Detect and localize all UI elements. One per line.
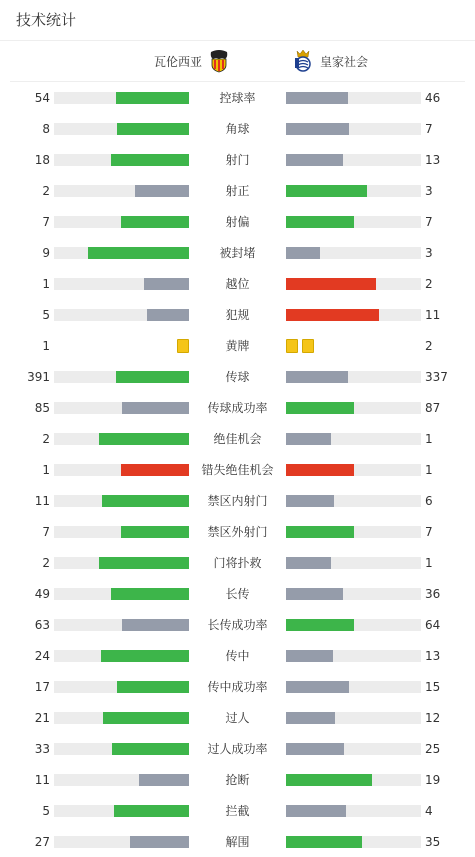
stat-label: 过人成功率 — [207, 742, 268, 756]
home-stat-value: 17 — [34, 680, 50, 694]
stat-label: 射偏 — [225, 215, 250, 229]
home-stat-value: 9 — [42, 246, 50, 260]
away-stat-bar-track — [286, 402, 421, 414]
home-stat-bar — [111, 154, 189, 166]
home-stat-value: 5 — [42, 308, 50, 322]
away-stat-bar — [286, 371, 348, 383]
away-stat-bar — [286, 247, 320, 259]
home-stat-bar-track — [54, 774, 189, 786]
stat-row — [0, 460, 475, 480]
stat-row — [0, 305, 475, 325]
away-stat-value: 1 — [425, 432, 433, 446]
stat-label: 角球 — [225, 122, 250, 136]
stat-row — [0, 677, 475, 697]
home-stat-bar — [147, 309, 189, 321]
away-stat-value: 7 — [425, 122, 433, 136]
away-stat-value: 25 — [425, 742, 441, 756]
home-stat-bar-track — [54, 402, 189, 414]
away-stat-bar-track — [286, 588, 421, 600]
away-stat-bar — [286, 619, 354, 631]
away-stat-bar — [286, 805, 346, 817]
away-stat-value: 15 — [425, 680, 441, 694]
away-stat-value: 11 — [425, 308, 441, 322]
home-stat-bar — [114, 805, 189, 817]
home-yellow-cards — [177, 339, 189, 353]
home-stat-value: 391 — [27, 370, 50, 384]
away-stat-bar-track — [286, 154, 421, 166]
yellow-card-icon — [286, 339, 298, 353]
home-stat-value: 2 — [42, 556, 50, 570]
home-stat-value: 11 — [34, 494, 50, 508]
away-stat-bar-track — [286, 619, 421, 631]
stat-label: 越位 — [225, 277, 250, 291]
home-stat-bar — [121, 526, 189, 538]
stat-label: 传球 — [225, 370, 250, 384]
home-stat-value: 24 — [34, 649, 50, 663]
stat-row — [0, 491, 475, 511]
away-stat-value: 13 — [425, 649, 441, 663]
home-stat-bar-track — [54, 557, 189, 569]
away-stat-bar-track — [286, 123, 421, 135]
away-stat-value: 3 — [425, 246, 433, 260]
away-stat-bar — [286, 92, 348, 104]
away-stat-bar-track — [286, 774, 421, 786]
home-stat-value: 8 — [42, 122, 50, 136]
away-stat-bar-track — [286, 836, 421, 848]
away-stat-bar — [286, 557, 331, 569]
away-stat-bar — [286, 712, 335, 724]
home-stat-bar-track — [54, 309, 189, 321]
home-stat-bar — [130, 836, 189, 848]
away-stat-value: 35 — [425, 835, 441, 849]
stat-row — [0, 553, 475, 573]
home-stat-bar — [139, 774, 189, 786]
home-stat-bar-track — [54, 433, 189, 445]
away-stat-bar — [286, 774, 372, 786]
home-stat-bar — [103, 712, 189, 724]
stat-label: 解围 — [225, 835, 250, 849]
home-stat-value: 1 — [42, 277, 50, 291]
stat-row — [0, 646, 475, 666]
home-stat-bar-track — [54, 123, 189, 135]
away-stat-bar-track — [286, 557, 421, 569]
stat-row — [0, 336, 475, 356]
stat-label: 绝佳机会 — [213, 432, 262, 446]
stat-label: 射门 — [225, 153, 250, 167]
home-stat-value: 2 — [42, 432, 50, 446]
away-stat-bar — [286, 836, 362, 848]
stat-row — [0, 708, 475, 728]
stat-label: 黄牌 — [225, 339, 250, 353]
home-stat-value: 1 — [42, 339, 50, 353]
home-stat-bar-track — [54, 836, 189, 848]
home-stat-bar — [121, 464, 189, 476]
away-stat-bar — [286, 588, 343, 600]
stat-label: 传球成功率 — [207, 401, 268, 415]
stat-row — [0, 119, 475, 139]
away-stat-value: 12 — [425, 711, 441, 725]
away-stat-bar — [286, 433, 331, 445]
stat-label: 抢断 — [225, 773, 250, 787]
stat-row — [0, 150, 475, 170]
stat-row — [0, 739, 475, 759]
home-stat-value: 18 — [34, 153, 50, 167]
away-stat-value: 2 — [425, 339, 433, 353]
away-stat-bar-track — [286, 464, 421, 476]
away-stat-value: 6 — [425, 494, 433, 508]
away-stat-value: 337 — [425, 370, 448, 384]
home-stat-bar — [117, 123, 189, 135]
away-stat-bar-track — [286, 433, 421, 445]
stat-label: 长传 — [225, 587, 250, 601]
stat-label: 犯规 — [225, 308, 250, 322]
stat-label: 控球率 — [219, 91, 256, 105]
home-stat-bar — [99, 557, 189, 569]
home-stat-value: 63 — [34, 618, 50, 632]
stat-row — [0, 243, 475, 263]
home-stat-bar-track — [54, 805, 189, 817]
away-team-name: 皇家社会 — [320, 54, 369, 69]
away-stat-bar-track — [286, 712, 421, 724]
home-stat-value: 11 — [34, 773, 50, 787]
away-stat-bar — [286, 650, 333, 662]
stat-row — [0, 88, 475, 108]
home-stat-bar — [144, 278, 189, 290]
away-stat-bar — [286, 464, 354, 476]
stat-row — [0, 832, 475, 852]
away-yellow-cards — [286, 339, 314, 353]
home-stat-bar — [111, 588, 189, 600]
home-stat-bar — [101, 650, 189, 662]
away-stat-value: 2 — [425, 277, 433, 291]
away-stat-bar — [286, 402, 354, 414]
home-stat-bar-track — [54, 681, 189, 693]
away-team[interactable] — [292, 49, 368, 73]
yellow-card-icon — [177, 339, 189, 353]
yellow-card-icon — [302, 339, 314, 353]
away-stat-bar — [286, 123, 349, 135]
stat-label: 拦截 — [225, 804, 250, 818]
home-stat-value: 7 — [42, 525, 50, 539]
away-stat-bar — [286, 278, 376, 290]
stat-row — [0, 398, 475, 418]
home-stat-bar — [112, 743, 189, 755]
home-stat-bar-track — [54, 743, 189, 755]
away-stat-value: 3 — [425, 184, 433, 198]
home-stat-value: 21 — [34, 711, 50, 725]
home-stat-bar — [117, 681, 189, 693]
home-stat-bar-track — [54, 712, 189, 724]
away-stat-bar — [286, 743, 344, 755]
away-stat-value: 7 — [425, 525, 433, 539]
home-stat-bar — [122, 402, 189, 414]
home-stat-bar — [135, 185, 189, 197]
valencia-bat-crest-icon — [208, 49, 230, 73]
home-stat-bar-track — [54, 371, 189, 383]
home-stat-bar-track — [54, 464, 189, 476]
home-stat-bar-track — [54, 185, 189, 197]
home-stat-bar — [88, 247, 189, 259]
away-stat-bar — [286, 526, 354, 538]
stat-row — [0, 181, 475, 201]
home-stat-bar — [121, 216, 189, 228]
stat-label: 过人 — [225, 711, 250, 725]
away-stat-bar-track — [286, 247, 421, 259]
stat-row — [0, 274, 475, 294]
home-stat-bar-track — [54, 588, 189, 600]
home-stat-value: 54 — [34, 91, 50, 105]
home-stat-bar-track — [54, 650, 189, 662]
home-stat-bar-track — [54, 619, 189, 631]
stat-label: 传中成功率 — [207, 680, 268, 694]
stat-label: 射正 — [225, 184, 250, 198]
away-stat-value: 4 — [425, 804, 433, 818]
away-stat-bar-track — [286, 681, 421, 693]
home-stat-value: 27 — [34, 835, 50, 849]
home-stat-value: 85 — [34, 401, 50, 415]
home-stat-bar-track — [54, 278, 189, 290]
stat-row — [0, 770, 475, 790]
home-stat-bar-track — [54, 526, 189, 538]
away-stat-value: 7 — [425, 215, 433, 229]
away-stat-bar-track — [286, 526, 421, 538]
stat-row — [0, 429, 475, 449]
home-stat-value: 33 — [34, 742, 50, 756]
stat-label: 门将扑救 — [213, 556, 262, 570]
stat-row — [0, 367, 475, 387]
home-stat-bar — [116, 371, 189, 383]
stat-row — [0, 212, 475, 232]
home-stat-value: 7 — [42, 215, 50, 229]
away-stat-bar-track — [286, 650, 421, 662]
home-stat-bar-track — [54, 216, 189, 228]
away-stat-bar — [286, 681, 349, 693]
stat-label: 禁区内射门 — [207, 494, 268, 508]
away-stat-bar-track — [286, 216, 421, 228]
teams-header — [10, 41, 465, 82]
away-stat-value: 87 — [425, 401, 441, 415]
stat-label: 被封堵 — [219, 246, 256, 260]
home-team[interactable] — [154, 49, 230, 73]
home-stat-bar-track — [54, 92, 189, 104]
stat-label: 错失绝佳机会 — [201, 463, 274, 477]
home-stat-bar-track — [54, 495, 189, 507]
stat-row — [0, 801, 475, 821]
away-stat-bar-track — [286, 185, 421, 197]
away-stat-bar-track — [286, 371, 421, 383]
away-stat-bar-track — [286, 805, 421, 817]
home-stat-bar — [99, 433, 189, 445]
away-stat-bar — [286, 309, 379, 321]
away-stat-value: 64 — [425, 618, 441, 632]
page-title: 技术统计 — [0, 0, 475, 41]
stat-label: 传中 — [225, 649, 250, 663]
stat-label: 禁区外射门 — [207, 525, 268, 539]
away-stat-value: 36 — [425, 587, 441, 601]
home-stat-value: 1 — [42, 463, 50, 477]
away-stat-bar — [286, 185, 367, 197]
away-stat-bar-track — [286, 92, 421, 104]
home-stat-value: 49 — [34, 587, 50, 601]
stat-row — [0, 615, 475, 635]
home-stat-value: 2 — [42, 184, 50, 198]
away-stat-value: 19 — [425, 773, 441, 787]
home-stat-bar — [102, 495, 189, 507]
stat-label: 长传成功率 — [207, 618, 268, 632]
away-stat-bar — [286, 495, 334, 507]
real-sociedad-crown-crest-icon — [292, 49, 314, 73]
stat-row — [0, 584, 475, 604]
home-stat-value: 5 — [42, 804, 50, 818]
home-stat-bar — [116, 92, 189, 104]
away-stat-bar-track — [286, 495, 421, 507]
home-stat-bar-track — [54, 247, 189, 259]
away-stat-bar-track — [286, 743, 421, 755]
away-stat-value: 1 — [425, 556, 433, 570]
away-stat-value: 1 — [425, 463, 433, 477]
away-stat-value: 46 — [425, 91, 441, 105]
away-stat-bar-track — [286, 278, 421, 290]
home-team-name: 瓦伦西亚 — [153, 54, 202, 69]
away-stat-value: 13 — [425, 153, 441, 167]
stat-row — [0, 522, 475, 542]
away-stat-bar-track — [286, 309, 421, 321]
away-stat-bar — [286, 216, 354, 228]
home-stat-bar — [122, 619, 189, 631]
away-stat-bar — [286, 154, 343, 166]
home-stat-bar-track — [54, 154, 189, 166]
